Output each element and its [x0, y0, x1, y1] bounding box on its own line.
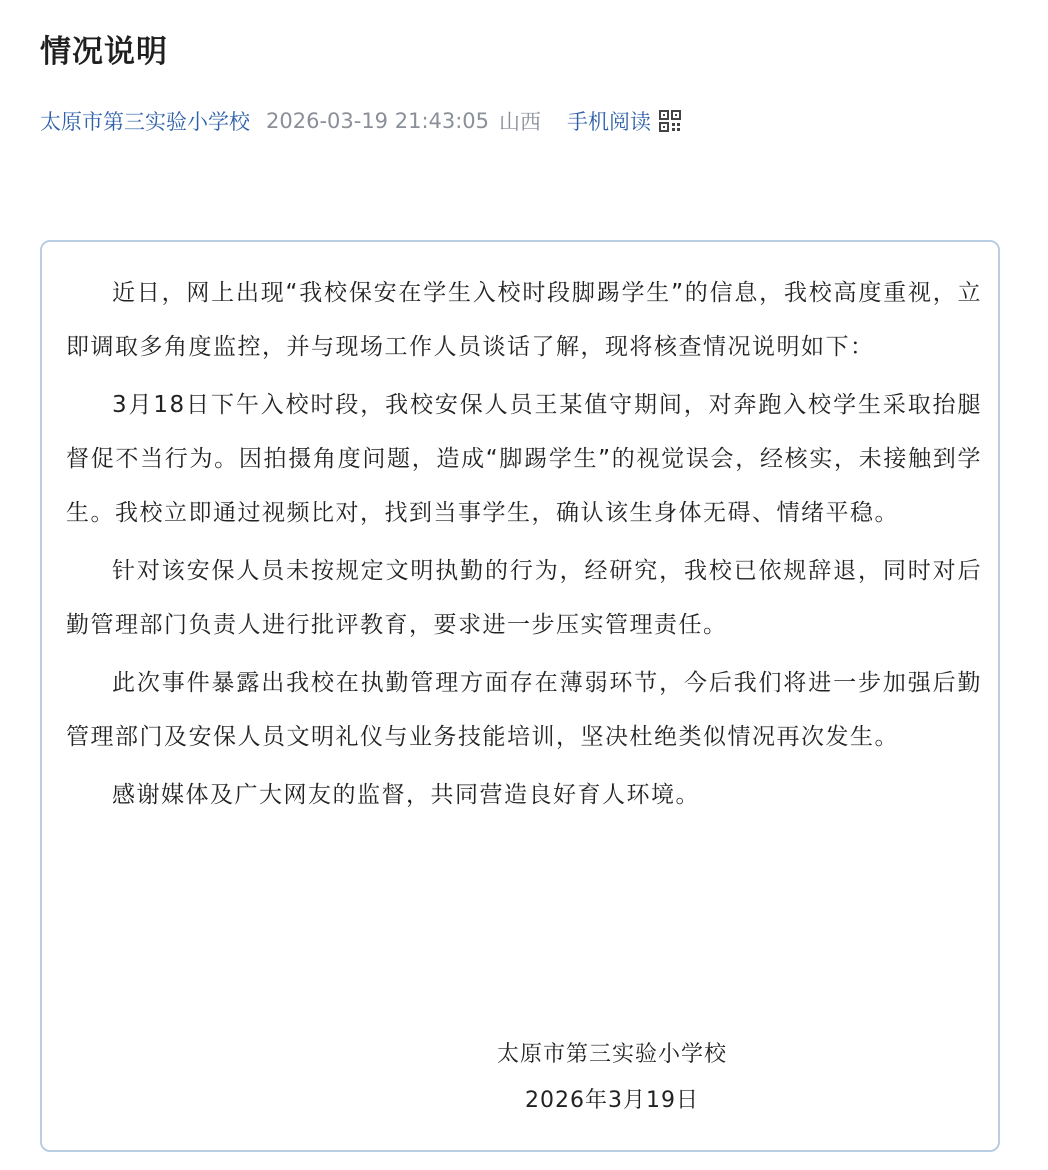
- mobile-read-link[interactable]: 手机阅读: [567, 110, 652, 134]
- publish-location: 山西: [499, 110, 542, 134]
- statement-body: [66, 266, 982, 822]
- statement-paragraph: 此次事件暴露出我校在执勤管理方面存在薄弱环节，今后我们将进一步加强后勤管理部门及安保人员文明礼仪与业务技能培训，坚决杜绝类似情况再次发生。: [66, 670, 982, 750]
- source-link[interactable]: 太原市第三实验小学校: [40, 110, 250, 134]
- statement-card: [40, 240, 1000, 1152]
- statement-paragraph: 针对该安保人员未按规定文明执勤的行为，经研究，我校已依规辞退，同时对后勤管理部门负责人进行批评教育，要求进一步压实管理责任。: [66, 558, 982, 638]
- qr-code-icon[interactable]: [659, 110, 681, 132]
- signature-date: 2026年3月19日: [525, 1088, 699, 1113]
- article-meta: [40, 104, 681, 138]
- publish-time: 2026-03-19 21:43:05: [266, 109, 490, 133]
- statement-paragraph: 感谢媒体及广大网友的监督，共同营造良好育人环境。: [112, 782, 700, 808]
- page-title: 情况说明: [40, 34, 168, 70]
- signature-organization: 太原市第三实验小学校: [496, 1042, 727, 1067]
- statement-paragraph: 3月18日下午入校时段，我校安保人员王某值守期间，对奔跑入校学生采取抬腿督促不当行为。因拍摄角度问题，造成“脚踢学生”的视觉误会，经核实，未接触到学生。我校立即通过视频比对，找到当事学生，确认该生身体无碍、情绪平稳。: [66, 392, 982, 526]
- statement-paragraph: 近日，网上出现“我校保安在学生入校时段脚踢学生”的信息，我校高度重视，立即调取多角度监控，并与现场工作人员谈话了解，现将核查情况说明如下：: [66, 280, 982, 360]
